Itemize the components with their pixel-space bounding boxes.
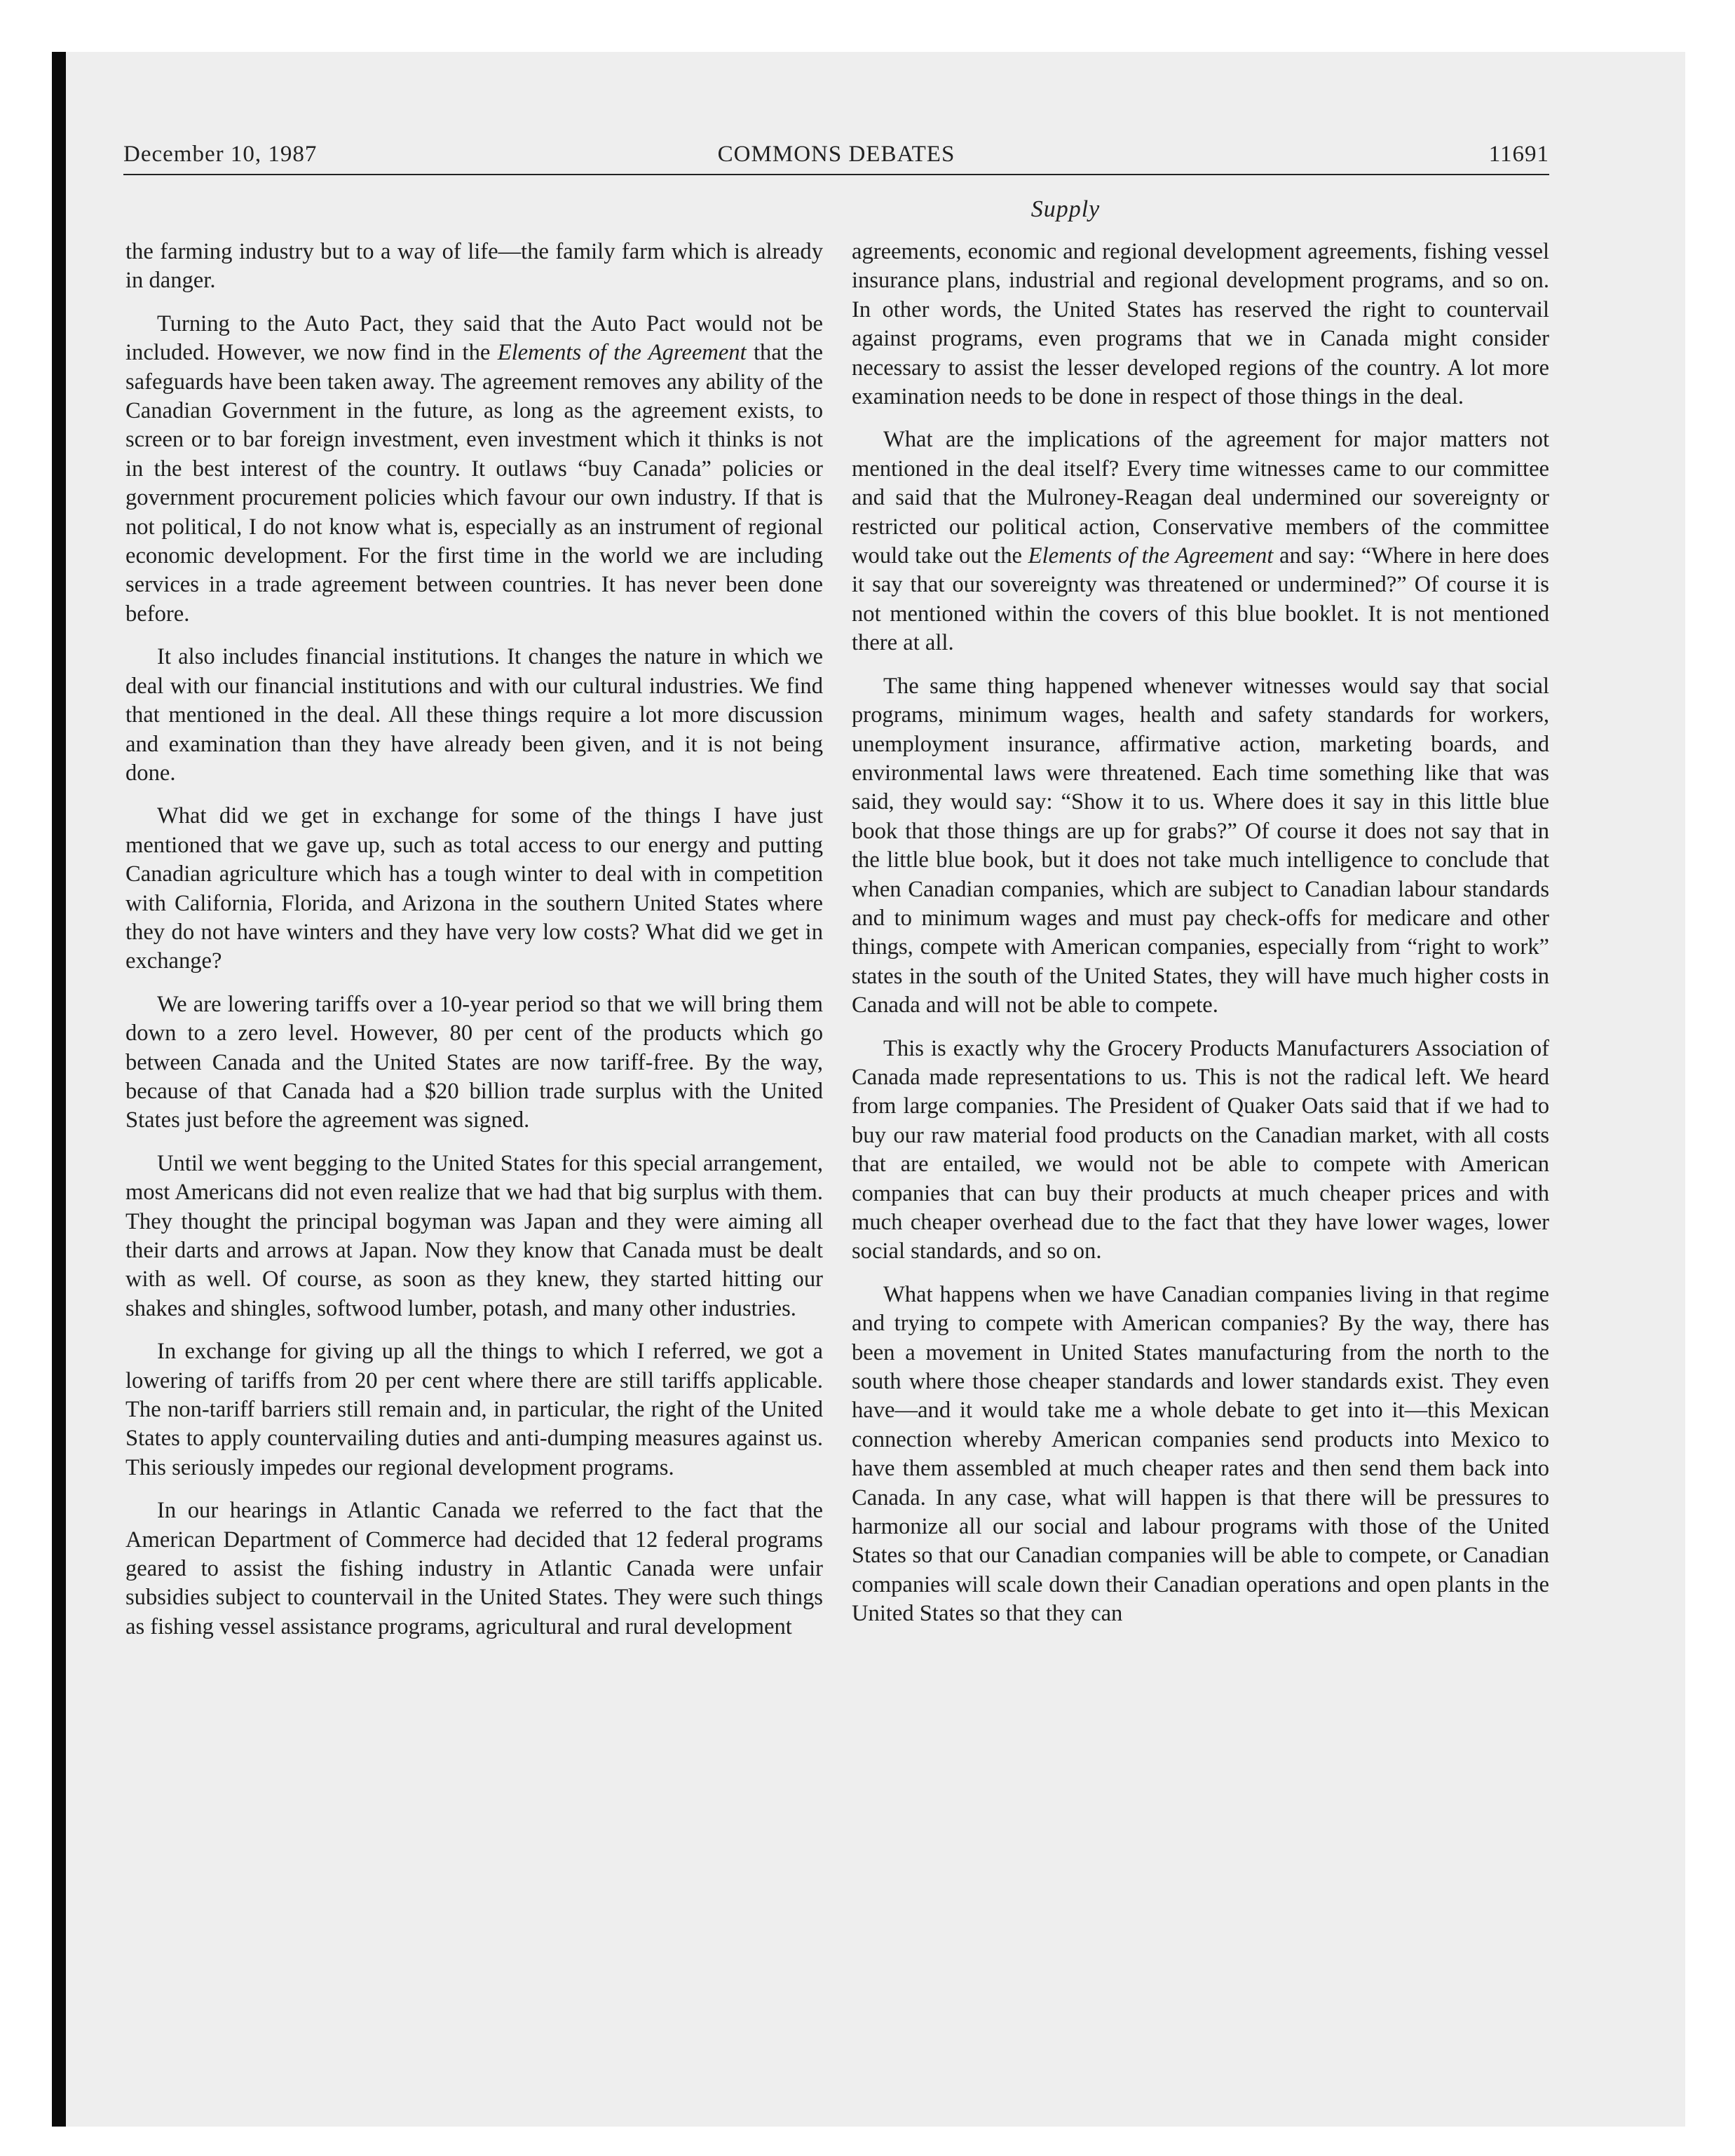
paragraph: What happens when we have Canadian companies living in that regime and trying to compete with American companies? By the way, there has been a movement in United States manufacturing from the north to the south where those cheaper standards and lower standards exist. They even have—and it would take me a whole debate to get into it—this Mexican connection whereby American companies send products into Mexico to have them assembled at much cheaper rates and then send them back into Canada. In any case, what will happen is that there will be pressures to harmonize all our social and labour programs with those of the United States so that our Canadian companies will be able to compete, or Canadian companies will scale down their Canadian operations and open plants in the United States so that they can (852, 1281, 1549, 1627)
paragraph: agreements, economic and regional development agreements, fishing vessel insurance plans, industrial and regional development programs, and so on. In other words, the United States has reserved the right to countervail against programs, even programs that we in Canada might consider necessary to assist the lesser developed regions of the country. A lot more examination needs to be done in respect of those things in the deal. (852, 239, 1549, 410)
header-date: December 10, 1987 (123, 142, 318, 167)
paragraph: Until we went begging to the United States for this special arrangement, most Americans did not even realize that we had that big surplus with them. They thought the principal bogyman was Japan and they were aiming all their darts and arrows at Japan. Now they know that Canada must be dealt with as well. Of course, as soon as they knew, they started hitting our shakes and shingles, softwood lumber, potash, and many other industries. (125, 1150, 823, 1321)
header-page-number: 11691 (1488, 142, 1549, 167)
header-rule (123, 174, 1549, 175)
page-header (123, 142, 1549, 175)
paragraph: In our hearings in Atlantic Canada we referred to the fact that the American Department of Commerce had decided that 12 federal programs geared to assist the fishing industry in Atlantic Canada were unfair subsidies subject to countervail in the United States. They were such things as fishing vessel assistance programs, agricultural and rural development (125, 1498, 823, 1639)
paragraph: The same thing happened whenever witnesses would say that social programs, minimum wages, health and safety standards for workers, unemployment insurance, affirmative action, marketing boards, and environmental laws were threatened. Each time something like that was said, they would say: “Show it to us. Where does it say in this little blue book that those things are up for grabs?” Of course it does not say that in the little blue book, but it does not take much intelligence to conclude that when Canadian companies, which are subject to Canadian labour standards and to minimum wages and must pay check-offs for medicare and other things, compete with American companies, especially from “right to work” states in the south of the United States, they will have much higher costs in Canada and will not be able to compete. (852, 673, 1549, 1018)
right-column (852, 238, 1549, 1643)
header-title: COMMONS DEBATES (717, 142, 955, 167)
paragraph (852, 425, 1549, 657)
binding-edge (52, 52, 66, 2127)
paragraph-text: What are the implications of the agreement for major matters not mentioned in the deal itself? Every time witnesses came to our committee and said that the Mulroney-Reagan deal undermined our sovereignty or restricted our political action, Conservative members of the committee would take out the (852, 427, 1549, 569)
left-column (125, 238, 823, 1656)
paragraph: What did we get in exchange for some of the things I have just mentioned that we gave up, such as total access to our energy and putting Canadian agriculture which has a tough winter to deal with in competition with California, Florida, and Arizona in the southern United States where they do not have winters and they have very low costs? What did we get in exchange? (125, 803, 823, 974)
paragraph: It also includes financial institutions. It changes the nature in which we deal with our financial institutions and with our cultural industries. We find that mentioned in the deal. All these things require a lot more discussion and examination than they have already been given, and it is not being done. (125, 644, 823, 786)
paragraph: This is exactly why the Grocery Products Manufacturers Association of Canada made representations to us. This is not the radical left. We heard from large companies. The President of Quaker Oats said that if we had to buy our raw material food products on the Canadian market, with all costs that are entailed, we would not be able to compete with American companies that can buy their products at much cheaper prices and with much cheaper overhead due to the fact that they have lower wages, lower social standards, and so on. (852, 1035, 1549, 1264)
paragraph-text: that the safeguards have been taken away. The agreement removes any ability of the Canadian Government in the future, as long as the agreement exists, to screen or to bar foreign investment, even investment which it thinks is not in the best interest of the country. It outlaws “buy Canada” policies or government procurement policies which favour our own industry. If that is not political, I do not know what is, especially as an instrument of regional economic development. For the first time in the world we are including services in a trade agreement between countries. It has never been done before. (125, 340, 823, 627)
section-label: Supply (1030, 196, 1101, 222)
paragraph-text: Turning to the Auto Pact, they said that the Auto Pact would not be included. However, we now find in the (125, 311, 823, 366)
paragraph (125, 310, 823, 629)
paragraph: the farming industry but to a way of life—the family farm which is already in danger. (125, 239, 823, 294)
paragraph: We are lowering tariffs over a 10-year period so that we will bring them down to a zero level. However, 80 per cent of the products which go between Canada and the United States are now tariff-free. By the way, because of that Canada had a $20 billion trade surplus with the United States just before the agreement was signed. (125, 991, 823, 1133)
paragraph: In exchange for giving up all the things to which I referred, we got a lowering of tariffs from 20 per cent where there are still tariffs applicable. The non-tariff barriers still remain and, in particular, the right of the United States to apply countervailing duties and anti-dumping measures against us. This seriously impedes our regional development programs. (125, 1339, 823, 1480)
paragraph-text: and say: “Where in here does it say that our sovereignty was threatened or undermined?” Of course it is not mentioned within the covers of this blue booklet. It is not mentioned there at all. (852, 543, 1549, 656)
document-title-italic: Elements of the Agreement (1028, 543, 1274, 569)
document-title-italic: Elements of the Agreement (497, 340, 747, 366)
